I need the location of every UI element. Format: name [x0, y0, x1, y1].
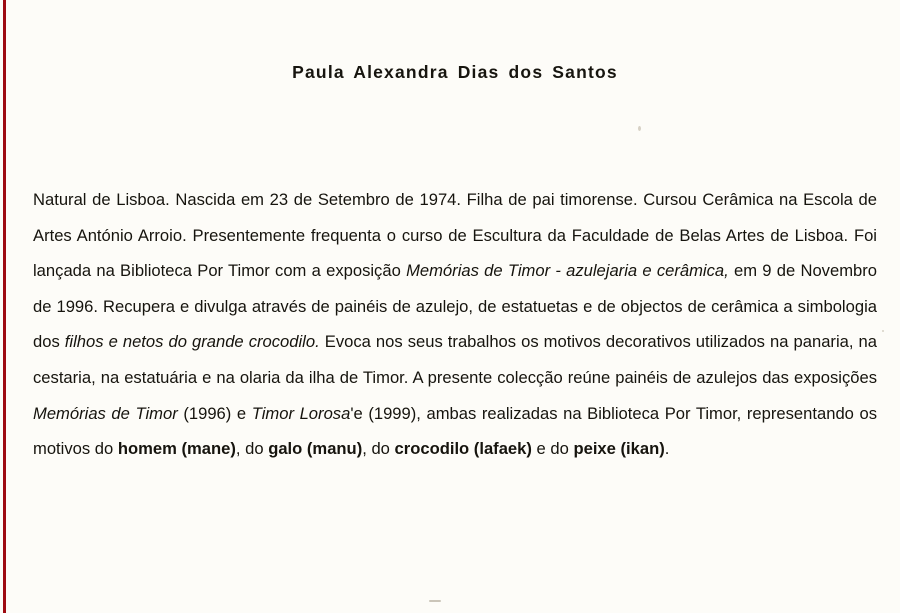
page-content-area: [10, 0, 900, 613]
scan-speck-icon: [429, 600, 441, 602]
biography-paragraph: Natural de Lisboa. Nascida em 23 de Setembro de 1974. Filha de pai timorense. Cursou Cerâmica na Escola de Artes António Arroio. Presentemente frequenta o curso de Escultura da Faculdade de Belas Artes de Lisboa. Foi lançada na Biblioteca Por Timor com a exposição Memórias de Timor - azulejaria e cerâmica, em 9 de Novembro de 1996. Recupera e divulga através de painéis de azulejo, de estatuetas e de objectos de cerâmica a simbologia dos filhos e netos do grande crocodilo. Evoca nos seus trabalhos os motivos decorativos utilizados na panaria, na cestaria, na estatuária e na olaria da ilha de Timor. A presente colecção reúne painéis de azulejos das exposições Memórias de Timor (1996) e Timor Lorosa'e (1999), ambas realizadas na Biblioteca Por Timor, representando os motivos do homem (mane), do galo (manu), do crocodilo (lafaek) e do peixe (ikan).: [33, 190, 878, 459]
page-edge-rule: [3, 0, 6, 613]
scan-speck-icon: [882, 330, 884, 332]
scan-speck-icon: [638, 126, 641, 131]
body-text: [33, 182, 877, 467]
page-title: Paula Alexandra Dias dos Santos: [292, 62, 618, 82]
